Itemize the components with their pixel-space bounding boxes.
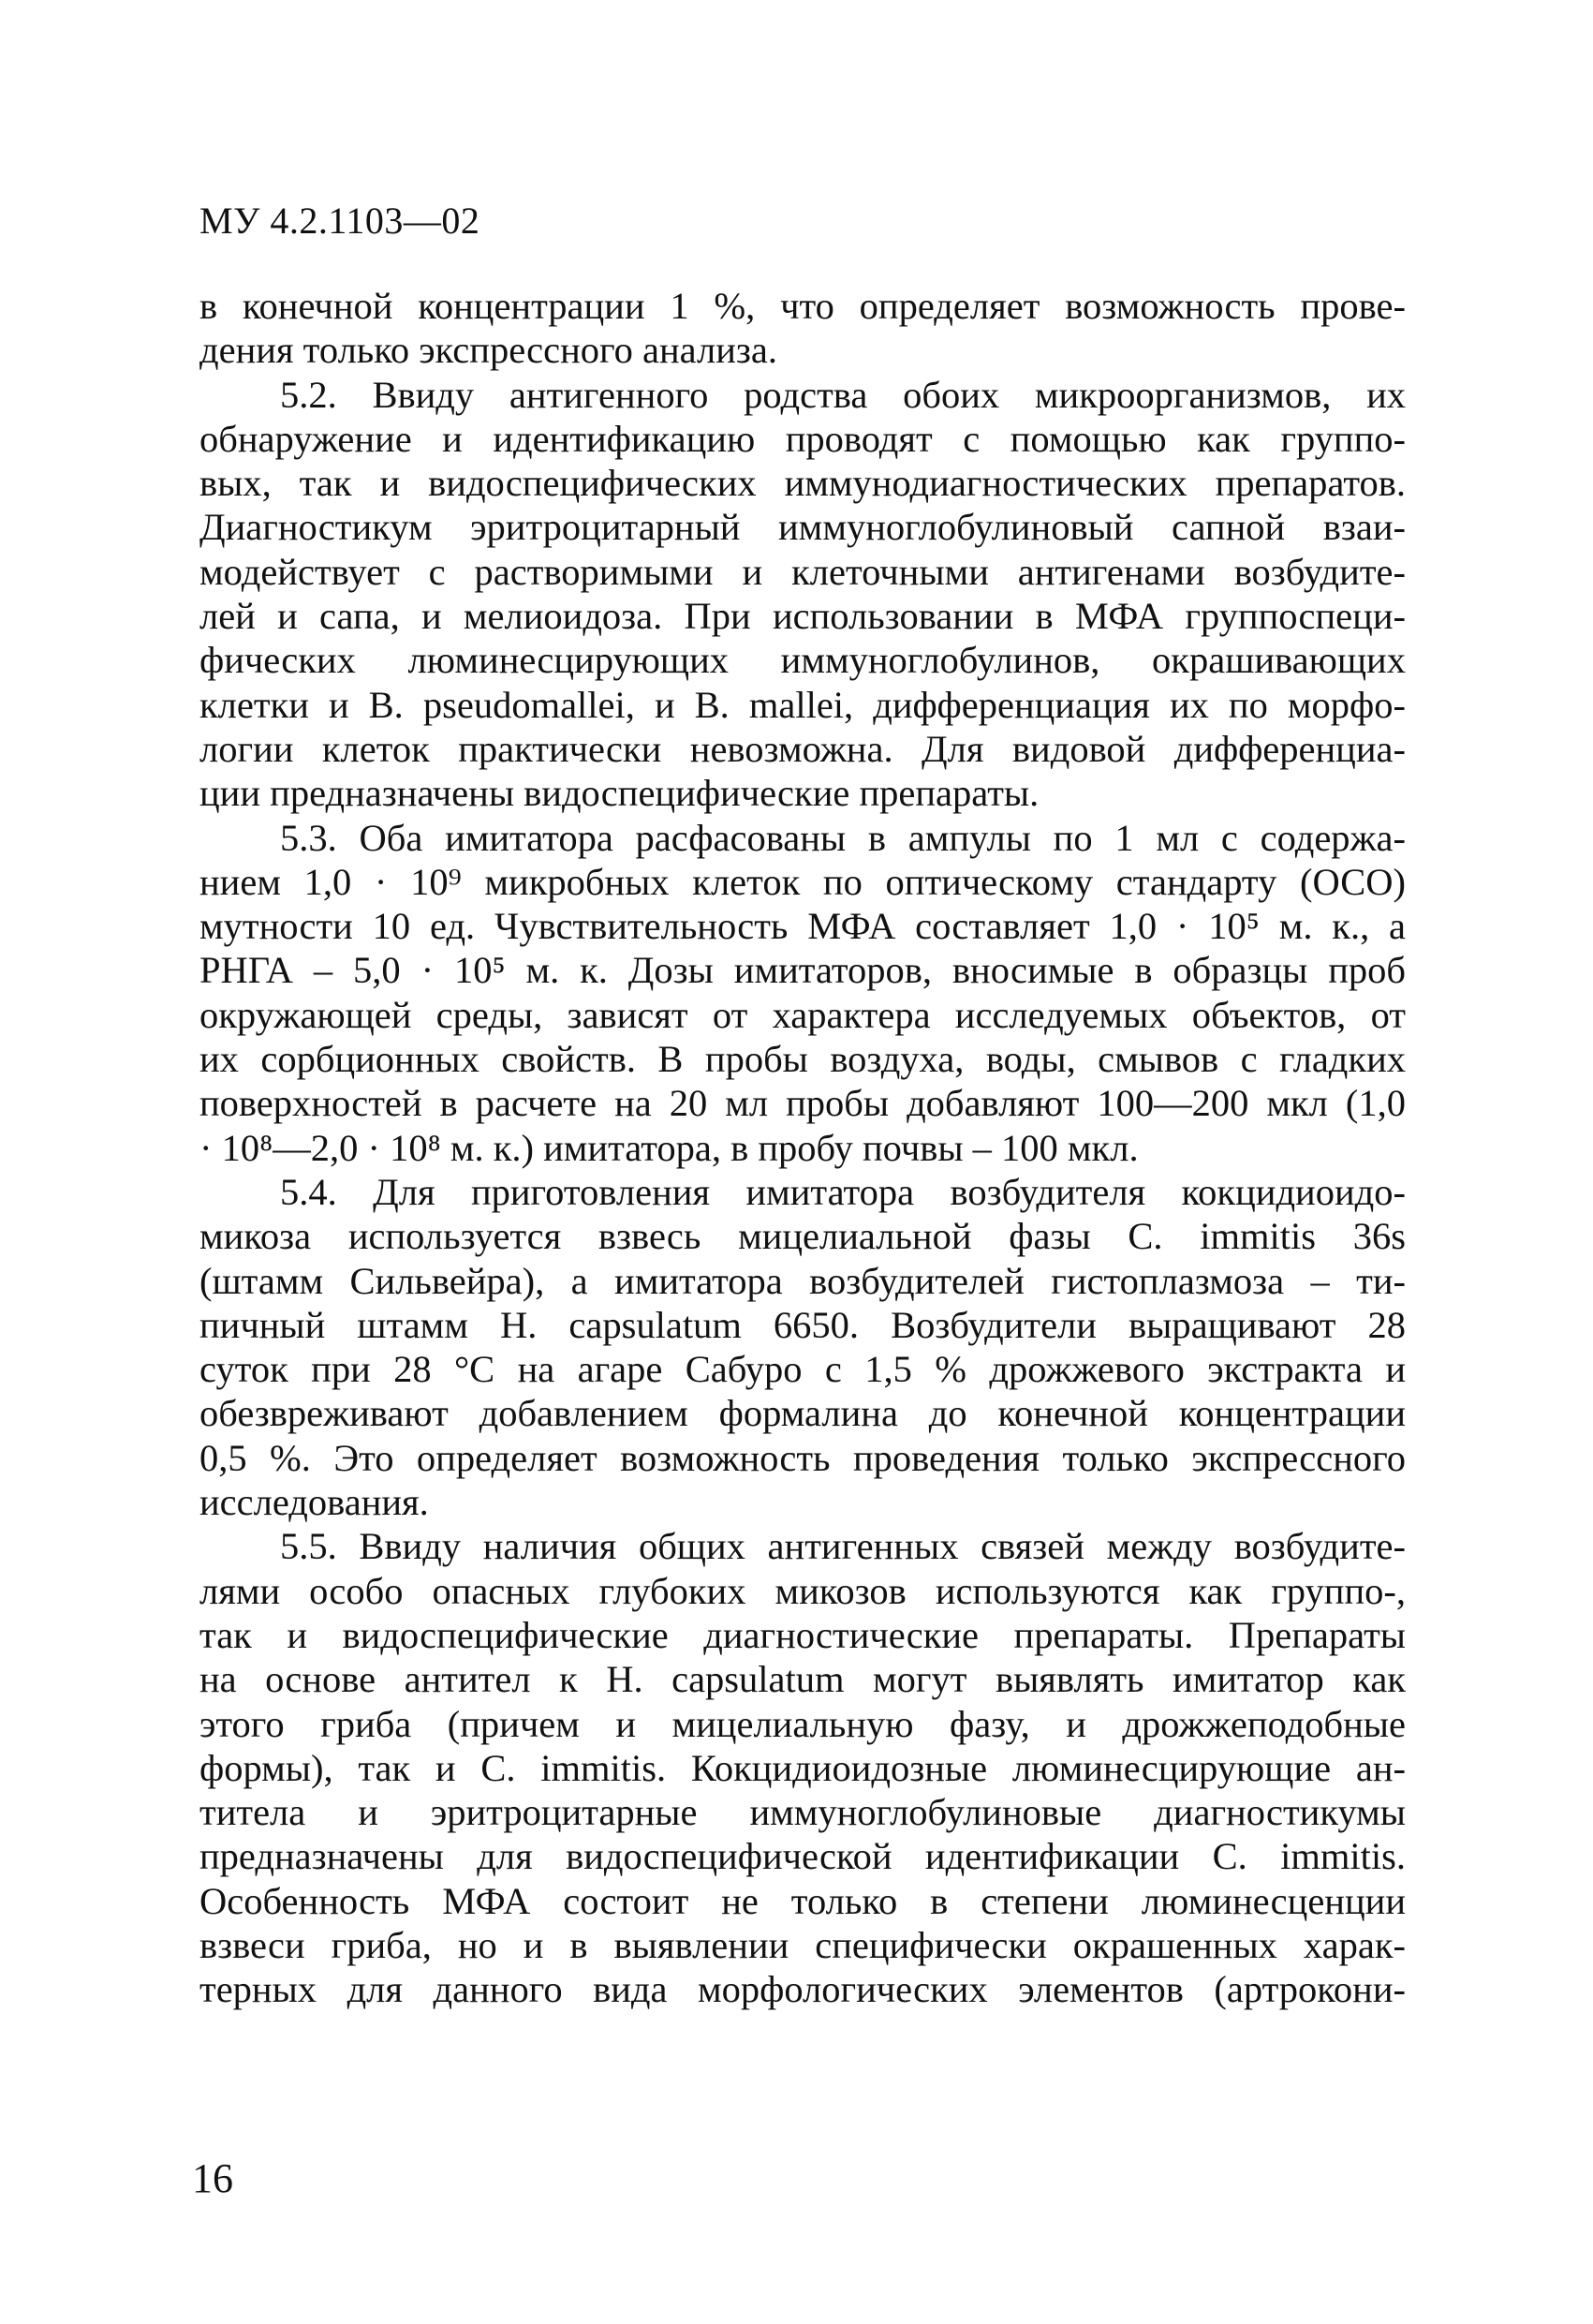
text-line: обнаружение и идентификацию проводят с помощью как группо-: [199, 417, 1406, 460]
page-number: 16: [192, 2155, 233, 2201]
text-line: суток при 28 °С на агаре Сабуро с 1,5 % дрожжевого экстракта и: [199, 1348, 1406, 1391]
text-line: титела и эритроцитарные иммуноглобулиновые диагностикумы: [199, 1791, 1406, 1834]
text-line: 0,5 %. Это определяет возможность проведения только экспрессного: [199, 1436, 1406, 1479]
text-line: ции предназначены видоспецифические препараты.: [199, 772, 1040, 815]
text-line: лями особо опасных глубоких микозов используются как группо-,: [199, 1569, 1406, 1612]
text-line: клетки и B. pseudomallei, и B. mallei, дифференциация их по морфо-: [199, 683, 1406, 726]
text-line: окружающей среды, зависят от характера исследуемых объектов, от: [199, 993, 1406, 1036]
text-line: лей и сапа, и мелиоидоза. При использовании в МФА группоспеци-: [199, 595, 1406, 638]
text-line: поверхностей в расчете на 20 мл пробы добавляют 100—200 мкл (1,0: [199, 1082, 1406, 1125]
text-line: 5.3. Оба имитатора расфасованы в ампулы по 1 мл с содержа-: [280, 816, 1406, 859]
text-line: Диагностикум эритроцитарный иммуноглобулиновый сапной взаи-: [199, 506, 1406, 549]
text-line: взвеси гриба, но и в выявлении специфически окрашенных харак-: [199, 1923, 1406, 1966]
body-text: [199, 284, 1406, 2012]
document-header: МУ 4.2.1103—02: [199, 200, 480, 242]
text-line: исследования.: [199, 1481, 429, 1524]
text-line: (штамм Сильвейра), а имитатора возбудителей гистоплазмоза – ти-: [199, 1259, 1406, 1302]
text-line: в конечной концентрации 1 %, что определяет возможность прове-: [199, 285, 1406, 327]
text-line: 5.5. Ввиду наличия общих антигенных связей между возбудите-: [280, 1525, 1406, 1568]
text-line: нием 1,0 · 10⁹ микробных клеток по оптическому стандарту (ОСО): [199, 860, 1406, 903]
text-line: мутности 10 ед. Чувствительность МФА составляет 1,0 · 10⁵ м. к., а: [199, 905, 1406, 948]
text-line: их сорбционных свойств. В пробы воздуха, воды, смывов с гладких: [199, 1038, 1406, 1081]
text-line: · 10⁸—2,0 · 10⁸ м. к.) имитатора, в пробу почвы – 100 мкл.: [199, 1126, 1139, 1169]
text-line: предназначены для видоспецифической идентификации C. immitis.: [199, 1835, 1406, 1878]
text-line: модействует с растворимыми и клеточными антигенами возбудите-: [199, 550, 1406, 593]
text-line: вых, так и видоспецифических иммунодиагностических препаратов.: [199, 462, 1406, 505]
text-line: пичный штамм H. capsulatum 6650. Возбудители выращивают 28: [199, 1303, 1406, 1346]
text-line: так и видоспецифические диагностические препараты. Препараты: [199, 1613, 1406, 1656]
text-line: формы), так и C. immitis. Кокцидиоидозные люминесцирующие ан-: [199, 1746, 1406, 1789]
text-line: обезвреживают добавлением формалина до конечной концентрации: [199, 1392, 1406, 1435]
text-line: 5.4. Для приготовления имитатора возбудителя кокцидиоидо-: [280, 1170, 1406, 1213]
text-line: РНГА – 5,0 · 10⁵ м. к. Дозы имитаторов, вносимые в образцы проб: [199, 949, 1406, 992]
text-line: Особенность МФА состоит не только в степени люминесценции: [199, 1879, 1406, 1922]
text-line: 5.2. Ввиду антигенного родства обоих микроорганизмов, их: [280, 373, 1406, 416]
text-line: дения только экспрессного анализа.: [199, 329, 777, 372]
text-line: на основе антител к H. capsulatum могут выявлять имитатор как: [199, 1658, 1406, 1701]
text-line: фических люминесцирующих иммуноглобулинов, окрашивающих: [199, 639, 1406, 682]
text-line: терных для данного вида морфологических элементов (артрокони-: [199, 1968, 1406, 2011]
text-line: микоза используется взвесь мицелиальной фазы C. immitis 36s: [199, 1215, 1406, 1258]
text-line: этого гриба (причем и мицелиальную фазу, и дрожжеподобные: [199, 1702, 1406, 1745]
text-line: логии клеток практически невозможна. Для видовой дифференциа-: [199, 727, 1406, 770]
